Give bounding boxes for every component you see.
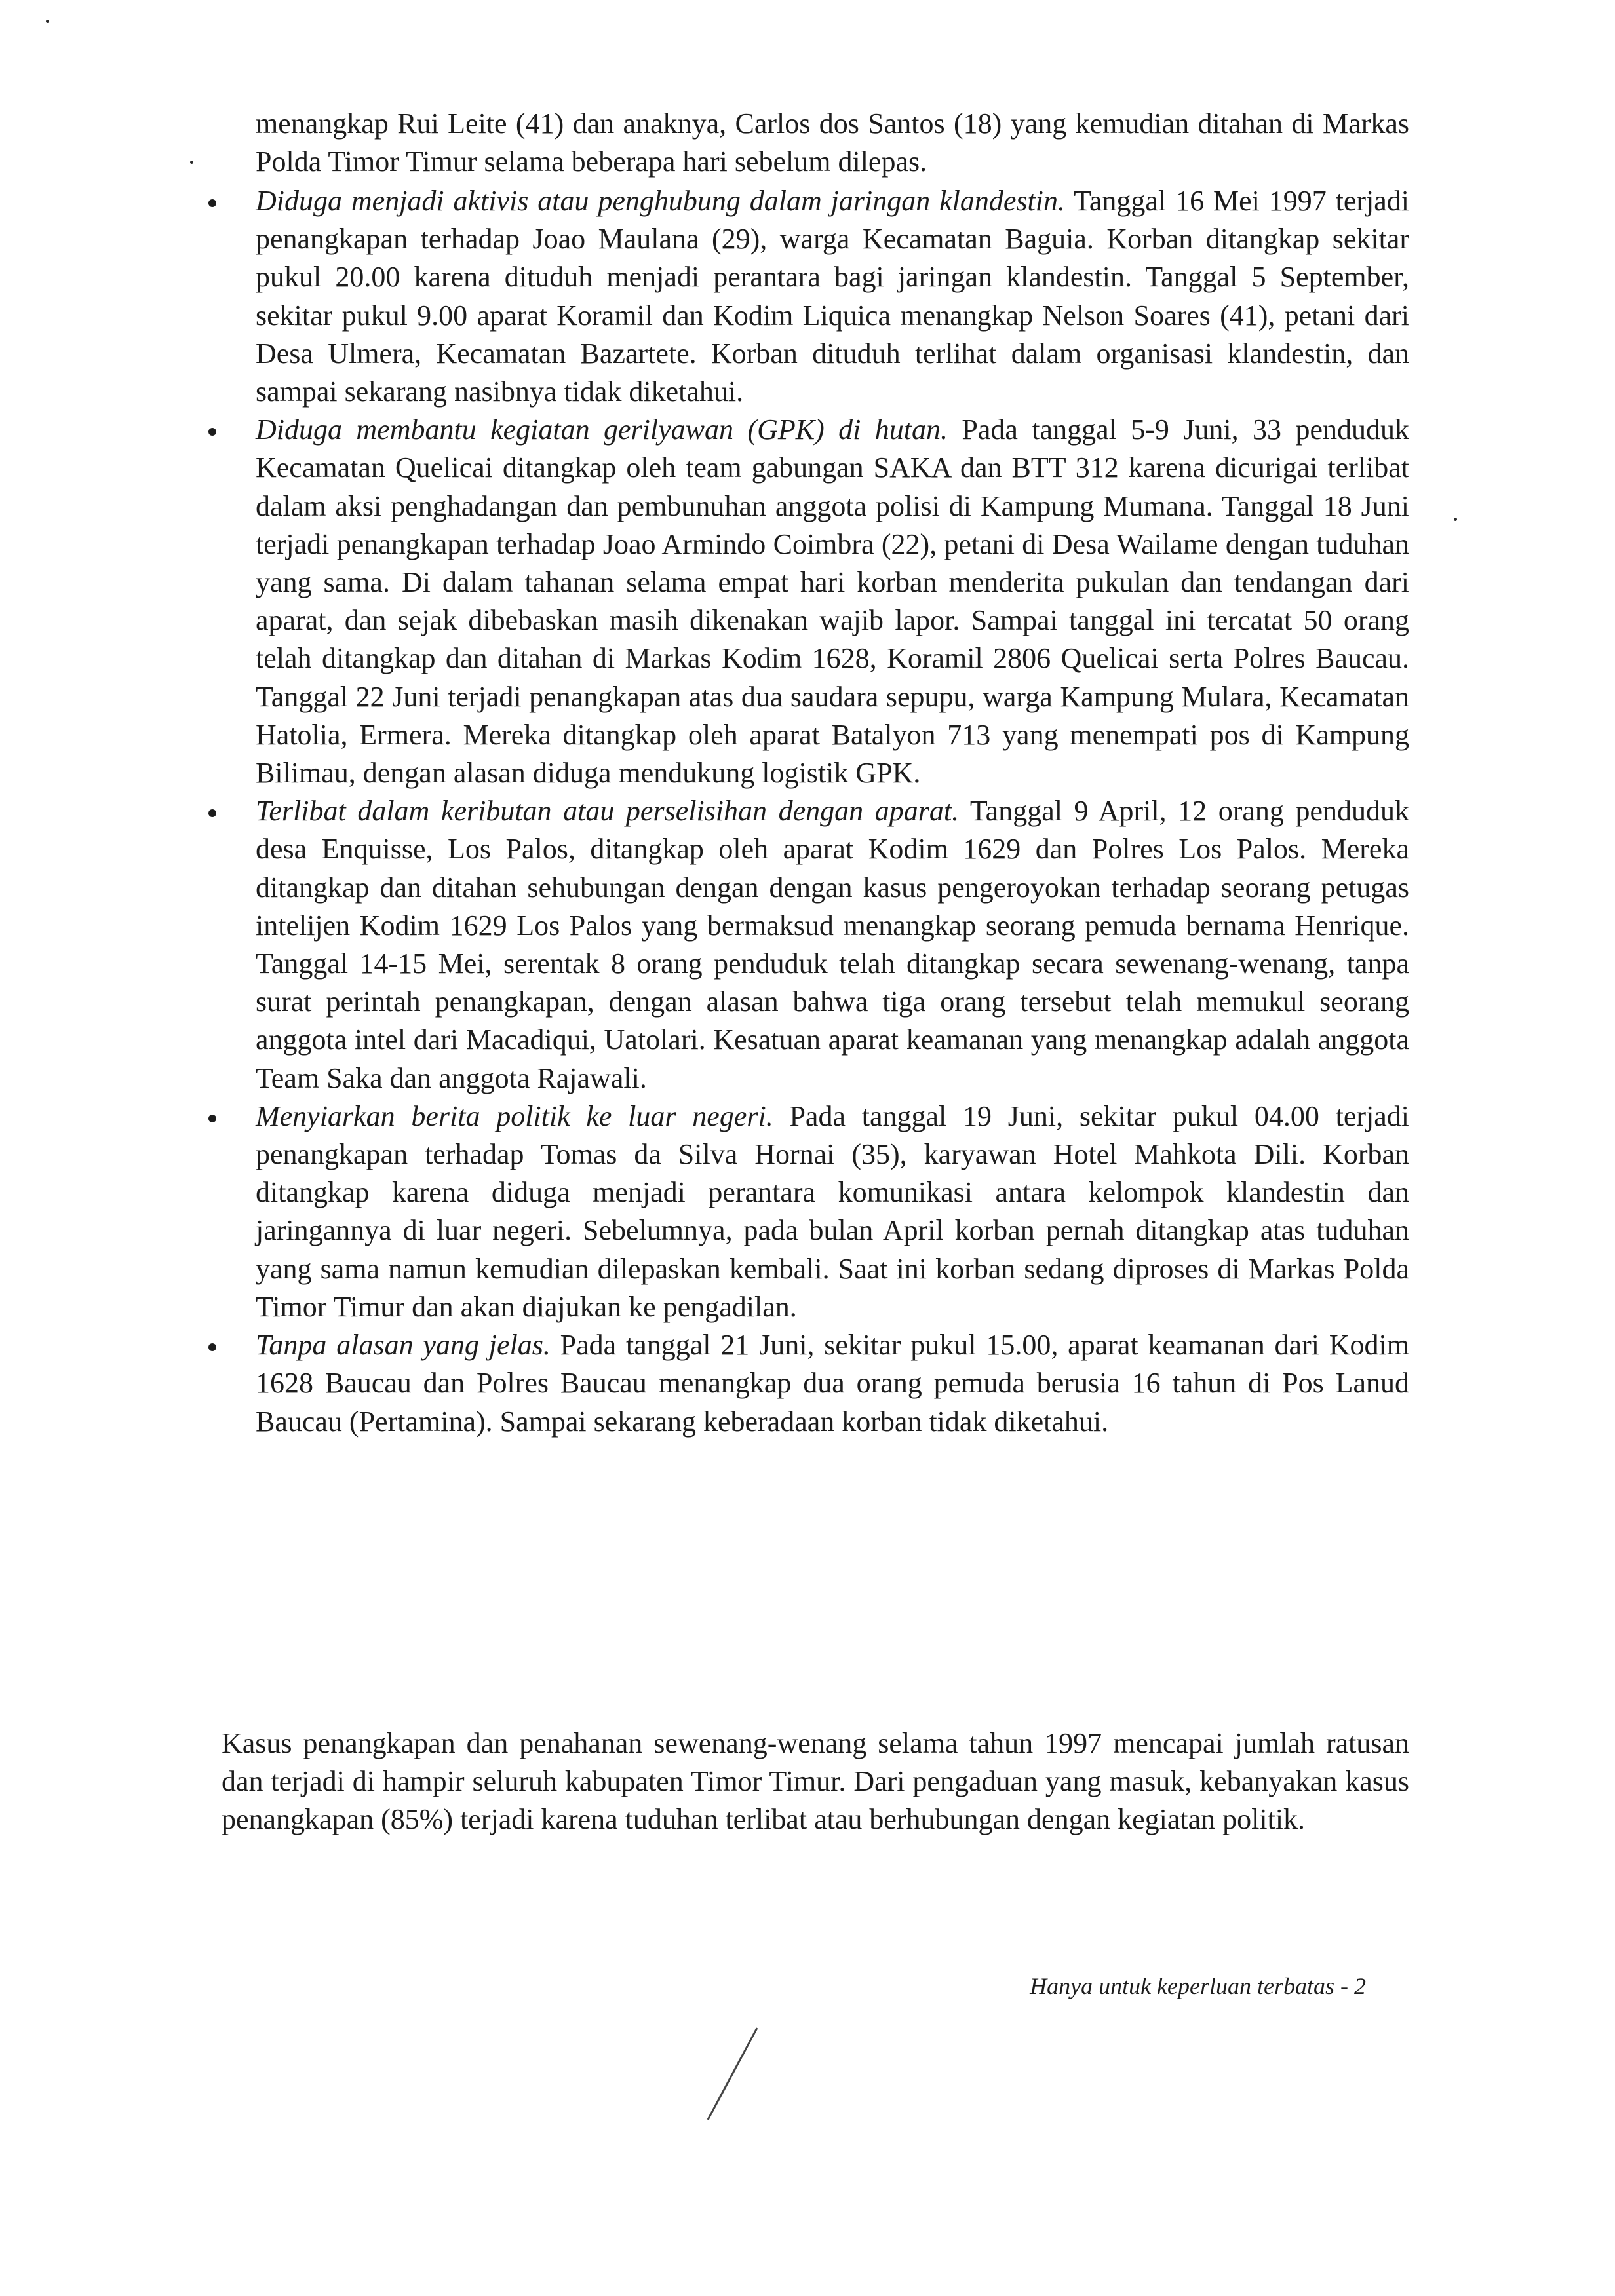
list-item-text: Pada tanggal 19 Juni, sekitar pukul 04.00 terjadi penangkapan terhadap Tomas da Silva Hornai (35), karyawan Hotel Mahkota Dili. Korban ditangkap karena diduga menjadi perantara komunikasi antara kelompok klandestin dan jaringannya di luar negeri. Sebelumnya, pada bulan April korban pernah ditangkap atas tuduhan yang sama namun kemudian dilepaskan kembali. Saat ini korban sedang diproses di Markas Polda Timor Timur dan akan diajukan ke pengadilan.	[256, 1100, 1409, 1323]
list-item	[256, 411, 1409, 792]
list-item-lead: Tanpa alasan yang jelas.	[256, 1329, 551, 1362]
case-list	[256, 182, 1409, 1441]
page-footer: Hanya untuk keperluan terbatas - 2	[1030, 1973, 1366, 1999]
list-item-lead: Terlibat dalam keributan atau perselisihan dengan aparat.	[256, 795, 960, 828]
continuation-paragraph: menangkap Rui Leite (41) dan anaknya, Carlos dos Santos (18) yang kemudian ditahan di Markas Polda Timor Timur selama beberapa hari sebelum dilepas.	[256, 107, 1409, 178]
list-item-lead: Diduga menjadi aktivis atau penghubung dalam jaringan klandestin.	[256, 185, 1065, 217]
bullet-icon	[208, 809, 216, 817]
bullet-icon	[208, 1343, 216, 1351]
list-item-lead: Menyiarkan berita politik ke luar negeri.	[256, 1100, 773, 1132]
scan-speck	[190, 161, 193, 164]
list-item-text: Pada tanggal 21 Juni, sekitar pukul 15.00, aparat keamanan dari Kodim 1628 Baucau dan Polres Baucau menangkap dua orang pemuda berusia 16 tahun di Pos Lanud Baucau (Pertamina). Sampai sekarang keberadaan korban tidak diketahui.	[256, 1329, 1409, 1438]
closing-paragraph: Kasus penangkapan dan penahanan sewenang-wenang selama tahun 1997 mencapai jumlah ratusan dan terjadi di hampir seluruh kabupaten Timor Timur. Dari pengaduan yang masuk, kebanyakan kasus penangkapan (85%) terjadi karena tuduhan terlibat atau berhubungan dengan kegiatan politik.	[222, 1727, 1409, 1835]
list-item-text: Tanggal 9 April, 12 orang penduduk desa Enquisse, Los Palos, ditangkap oleh aparat Kodim 1629 dan Polres Los Palos. Mereka ditangkap dan ditahan sehubungan dengan dengan kasus pengeroyokan terhadap seorang petugas intelijen Kodim 1629 Los Palos yang bermaksud menangkap seorang pemuda bernama Henrique. Tanggal 14-15 Mei, serentak 8 orang penduduk telah ditangkap secara sewenang-wenang, tanpa surat perintah penangkapan, dengan alasan bahwa tiga orang tersebut telah memukul seorang anggota intel dari Macadiqui, Uatolari. Kesatuan aparat keamanan yang menangkap adalah anggota Team Saka dan anggota Rajawali.	[256, 795, 1410, 1094]
bullet-icon	[208, 199, 216, 207]
scan-speck	[1454, 518, 1457, 521]
bullet-icon	[208, 1115, 216, 1122]
scan-speck	[46, 20, 49, 23]
list-item	[256, 792, 1409, 1098]
list-item-lead: Diduga membantu kegiatan gerilyawan (GPK) di hutan.	[256, 413, 948, 446]
list-item	[256, 1098, 1409, 1326]
list-item	[256, 1326, 1409, 1441]
list-item	[256, 182, 1409, 411]
pen-stroke-mark	[695, 2025, 760, 2123]
list-item-text: Tanggal 16 Mei 1997 terjadi penangkapan terhadap Joao Maulana (29), warga Kecamatan Baguia. Korban ditangkap sekitar pukul 20.00 karena dituduh menjadi perantara bagi jaringan klandestin. Tanggal 5 September, sekitar pukul 9.00 aparat Koramil dan Kodim Liquica menangkap Nelson Soares (41), petani dari Desa Ulmera, Kecamatan Bazartete. Korban dituduh terlihat dalam organisasi klandestin, dan sampai sekarang nasibnya tidak diketahui.	[256, 185, 1409, 408]
list-item-text: Pada tanggal 5-9 Juni, 33 penduduk Kecamatan Quelicai ditangkap oleh team gabungan SAKA dan BTT 312 karena dicurigai terlibat dalam aksi penghadangan dan pembunuhan anggota polisi di Kampung Mumana. Tanggal 18 Juni terjadi penangkapan terhadap Joao Armindo Coimbra (22), petani di Desa Wailame dengan tuduhan yang sama. Di dalam tahanan selama empat hari korban menderita pukulan dan tendangan dari aparat, dan sejak dibebaskan masih dikenakan wajib lapor. Sampai tanggal ini tercatat 50 orang telah ditangkap dan ditahan di Markas Kodim 1628, Koramil 2806 Quelicai serta Polres Baucau. Tanggal 22 Juni terjadi penangkapan atas dua saudara sepupu, warga Kampung Mulara, Kecamatan Hatolia, Ermera. Mereka ditangkap oleh aparat Batalyon 713 yang menempati pos di Kampung Bilimau, dengan alasan diduga mendukung logistik GPK.	[256, 413, 1409, 790]
bullet-icon	[208, 428, 216, 436]
